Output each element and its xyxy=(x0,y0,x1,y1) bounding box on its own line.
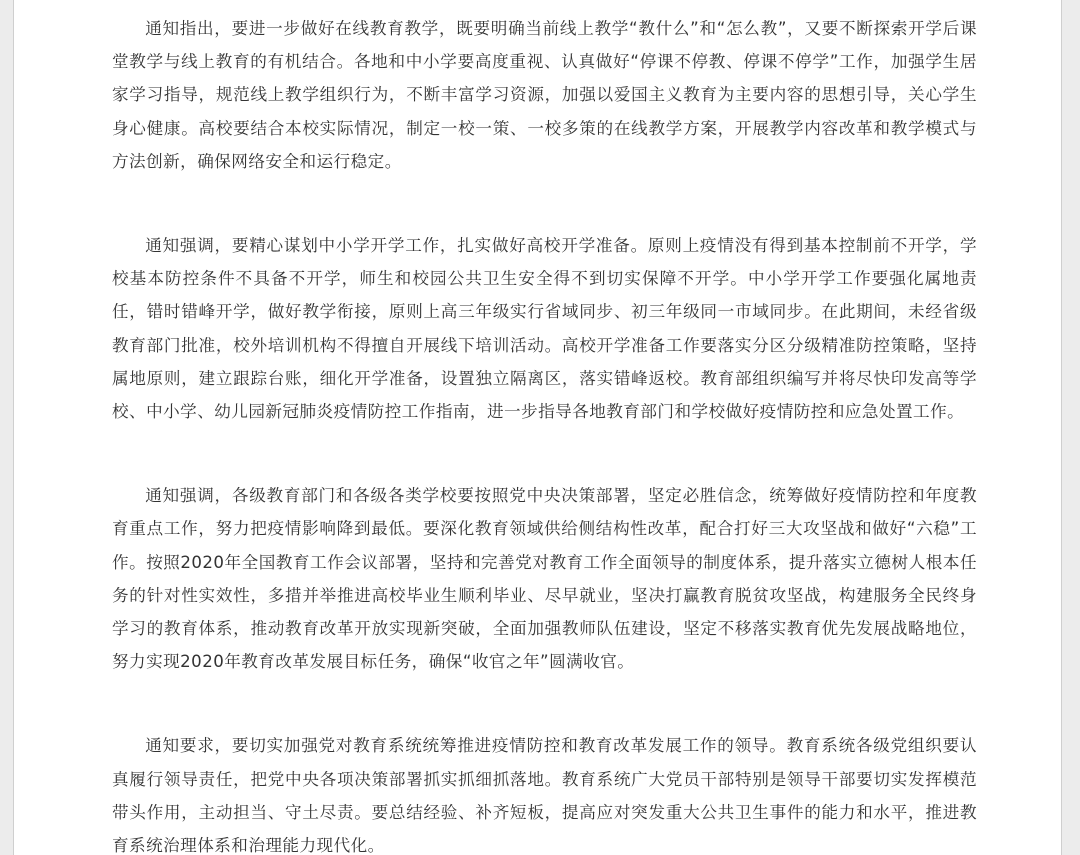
left-margin-strip xyxy=(0,0,14,855)
paragraph-online-teaching: 通知指出，要进一步做好在线教育教学，既要明确当前线上教学“教什么”和“怎么教”，又要不断探索开学后课堂教学与线上教育的有机结合。各地和中小学要高度重视、认真做好“停课不停教、停课不停学”工作，加强学生居家学习指导，规范线上教学组织行为，不断丰富学习资源，加强以爱国主义教育为主要内容的思想引导，关心学生身心健康。高校要结合本校实际情况，制定一校一策、一校多策的在线教学方案，开展教学内容改革和教学模式与方法创新，确保网络安全和运行稳定。 xyxy=(112,19,977,171)
article-page xyxy=(14,0,1061,855)
right-margin-strip xyxy=(1061,0,1080,855)
article-body xyxy=(112,12,977,855)
paragraph-school-opening: 通知强调，要精心谋划中小学开学工作，扎实做好高校开学准备。原则上疫情没有得到基本控制前不开学，学校基本防控条件不具备不开学，师生和校园公共卫生安全得不到切实保障不开学。中小学开学工作要强化属地责任，错时错峰开学，做好教学衔接，原则上高三年级实行省域同步、初三年级同一市域同步。在此期间，未经省级教育部门批准，校外培训机构不得擅自开展线下培训活动。高校开学准备工作要落实分区分级精准防控策略，坚持属地原则，建立跟踪台账，细化开学准备，设置独立隔离区，落实错峰返校。教育部组织编写并将尽快印发高等学校、中小学、幼儿园新冠肺炎疫情防控工作指南，进一步指导各地教育部门和学校做好疫情防控和应急处置工作。 xyxy=(112,236,977,422)
paragraph-party-leadership: 通知要求，要切实加强党对教育系统统筹推进疫情防控和教育改革发展工作的领导。教育系统各级党组织要认真履行领导责任，把党中央各项决策部署抓实抓细抓落地。教育系统广大党员干部特别是领导干部要切实发挥模范带头作用，主动担当、守土尽责。要总结经验、补齐短板，提高应对突发重大公共卫生事件的能力和水平，推进教育系统治理体系和治理能力现代化。 xyxy=(112,736,977,855)
paragraph-annual-priorities: 通知强调，各级教育部门和各级各类学校要按照党中央决策部署，坚定必胜信念，统筹做好疫情防控和年度教育重点工作，努力把疫情影响降到最低。要深化教育领域供给侧结构性改革，配合打好三大攻坚战和做好“六稳”工作。按照2020年全国教育工作会议部署，坚持和完善党对教育工作全面领导的制度体系，提升落实立德树人根本任务的针对性实效性，多措并举推进高校毕业生顺利毕业、尽早就业，坚决打赢教育脱贫攻坚战，构建服务全民终身学习的教育体系，推动教育改革开放实现新突破，全面加强教师队伍建设，坚定不移落实教育优先发展战略地位，努力实现2020年教育改革发展目标任务，确保“收官之年”圆满收官。 xyxy=(112,486,977,672)
